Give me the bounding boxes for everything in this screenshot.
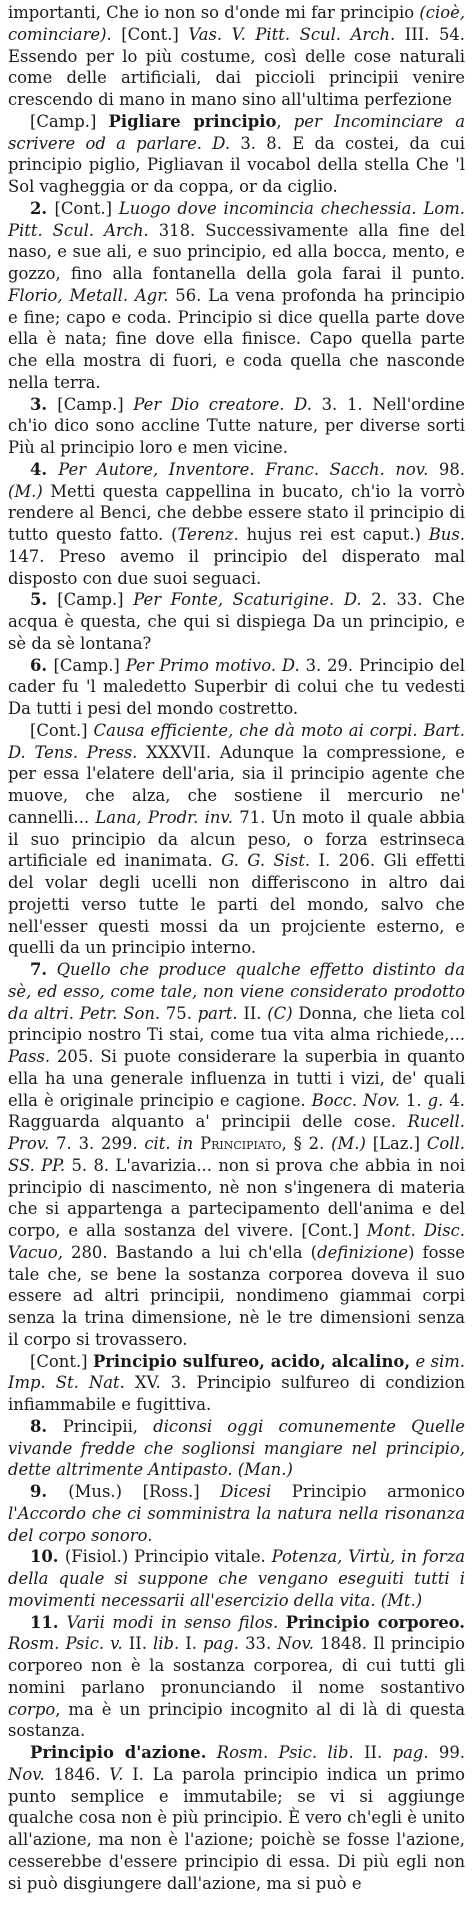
- text-run: [Cont.]: [30, 1351, 93, 1371]
- italic-text: Bocc. Nov.: [311, 1090, 400, 1110]
- italic-text: per Incominciare a scrivere od a parlare. D.: [8, 111, 466, 153]
- entry-paragraph: [8, 1742, 465, 1894]
- italic-text: Rosm. Psic. lib.: [216, 1743, 354, 1762]
- text-run: 147. Preso avemo il principio del disperato mal disposto con due suoi seguaci.: [8, 546, 465, 588]
- italic-text: corpo: [8, 1699, 56, 1719]
- text-run: (Fisiol.) Principio vitale.: [64, 1547, 272, 1567]
- italic-text: Per Dio creatore. D.: [133, 394, 312, 414]
- italic-text: Causa efficiente, che dà moto ai corpi. Bart. D. Tens. Press.: [8, 720, 465, 762]
- italic-text: Bus.: [428, 525, 465, 544]
- italic-text: (M.): [8, 481, 43, 501]
- italic-text: diconsi oggi comunemente Quelle vivande fredde che soglionsi mangiare nel principio, dette altrimente Antipasto. (Man.): [8, 1416, 465, 1480]
- entry-paragraph: [8, 655, 465, 720]
- italic-text: G. G. Sist.: [221, 851, 311, 871]
- text-run: 2. 33. Che acqua è questa, che qui si dispiega Da un principio, e sè da sè lontana?: [8, 590, 465, 653]
- text-run: [Camp.]: [57, 394, 134, 414]
- text-run: 99.: [428, 1743, 465, 1762]
- italic-text: Mont. Disc. Vacuo,: [8, 1221, 466, 1262]
- bold-text: 3.: [30, 394, 58, 414]
- text-run: Donna, che lieta col principio nostro Ti stai, come tua vita alma richiede,...: [8, 1003, 465, 1045]
- entry-paragraph: [8, 1416, 465, 1481]
- text-run: [206, 1743, 216, 1762]
- text-run: 280. Bastando a lui ch'ella (: [62, 1242, 318, 1262]
- text-run: [Camp.]: [53, 655, 126, 675]
- text-run: XXXVII. Adunque la compressione, e per essa l'elatere dell'aria, sia il principio agente che muove, che alza, che sostiene il mercurio ne' cannelli...: [8, 742, 465, 827]
- italic-text: cit. in: [144, 1134, 194, 1153]
- text-run: 3. 1. Nell'ordine ch'io dico sono accline Tutte nature, per diverse sorti Più al principio loro e men vicine.: [8, 394, 465, 457]
- italic-text: (C): [267, 1003, 293, 1023]
- text-run: [Cont.]: [54, 198, 119, 218]
- text-run: I. 206. Gli effetti del volar degli ucelli non differiscono in altro dai projetti verso tutte le parti del mondo, salvo che nell'esser questi mossi da un projciente esterno, e quelli da un principio interno.: [8, 851, 465, 958]
- text-run: . [Cont.]: [106, 24, 189, 44]
- italic-text: Rucell. Prov.: [8, 1112, 465, 1153]
- text-run: [Cont.]: [30, 720, 94, 740]
- text-run: II.: [122, 1634, 154, 1654]
- text-run: [Camp.]: [57, 590, 134, 610]
- text-run: , § 2.: [281, 1134, 332, 1153]
- bold-text: 9.: [30, 1482, 69, 1501]
- italic-text: Nov.: [277, 1634, 314, 1654]
- bold-text: 11.: [30, 1612, 67, 1632]
- text-run: 205. Si puote considerare la superbia in quanto ella ha una generale influenza in tutti i vizi, de' quali ella è originale principio e cagione.: [8, 1047, 465, 1110]
- bold-text: 7.: [30, 960, 57, 979]
- italic-text: v.: [110, 1634, 123, 1654]
- italic-text: Coll. SS. PP.: [8, 1134, 465, 1175]
- italic-text: Per Primo motivo. D.: [125, 655, 300, 675]
- italic-text: Lana, Prodr. inv.: [95, 807, 233, 827]
- bold-text: 2.: [30, 198, 55, 218]
- text-run: 1848. Il principio corporeo non è la sostanza corporea, di cui tutti gli nomini parlano pronunciando il nome sostantivo: [8, 1634, 465, 1697]
- italic-text: Potenza, Virtù, in forza della quale si suppone che vengano eseguiti tutti i movimenti necessarii all'esercizio della vita. (Mt.): [8, 1547, 465, 1610]
- text-run: [278, 1613, 285, 1632]
- entry-paragraph: [8, 198, 465, 394]
- text-run: [Laz.]: [365, 1134, 427, 1153]
- text-run: 33.: [239, 1634, 278, 1654]
- text-run: 3. 8. E da costei, da cui principio piglio, Pigliavan il vocabol della stella Che 'l Sol vagheggia or da coppa, or da ciglio.: [8, 133, 465, 196]
- entry-paragraph: [8, 2, 465, 111]
- bold-text: 6.: [30, 655, 54, 675]
- italic-text: Nov.: [8, 1764, 45, 1784]
- small-caps-text: Principiato: [200, 1134, 282, 1153]
- text-run: hujus rei est caput.): [238, 525, 429, 544]
- entry-paragraph: [8, 459, 465, 590]
- text-run: II.: [237, 1003, 268, 1023]
- entry-paragraph: [8, 111, 465, 198]
- text-run: 98.: [428, 459, 466, 479]
- text-run: 7. 3. 299.: [49, 1134, 145, 1153]
- text-run: III. 54. Essendo per lo più costume, così delle cose naturali come delle artificiali, dai piccioli principii venire crescendo di mano in mano sino all'ultima perfezione: [8, 24, 466, 109]
- italic-text: Florio, Metall. Agr.: [8, 285, 169, 305]
- text-run: 56. La vena profonda ha principio e fine; capo e coda. Principio si dice quella parte dove ella è nata; fine dove ella finisce. Capo quella parte che ella mostra di fuori, e coda quella che nasconde nella terra.: [8, 285, 465, 392]
- entry-paragraph: [8, 1481, 465, 1546]
- bold-text: Principio sulfureo, acido, alcalino,: [92, 1351, 411, 1371]
- italic-text: Per Autore, Inventore. Franc. Sacch. nov.: [58, 459, 429, 479]
- text-run: 5. 8. L'avarizia... non si prova che abbia in noi principio di nascimento, nè non s'ingenera di materia che si appartenga a partecipamento dell'anima e del corpo, e alla sostanza del vivere. [Cont.]: [8, 1155, 465, 1240]
- text-run: ,: [276, 111, 294, 131]
- italic-text: V.: [109, 1764, 124, 1784]
- italic-text: pag.: [392, 1743, 429, 1762]
- italic-text: Terenz.: [177, 525, 239, 544]
- text-run: 1846.: [44, 1764, 110, 1784]
- italic-text: pag.: [203, 1634, 240, 1654]
- italic-text: part.: [197, 1003, 238, 1023]
- text-run: 71. Un moto il quale abbia il suo principio da alcun peso, o forza estrinseca artificiale ed inanimata.: [8, 807, 465, 871]
- entry-paragraph: [8, 959, 465, 1351]
- text-run: 4. Ragguarda alquanto a' principii delle cose.: [8, 1090, 465, 1132]
- italic-text: Rosm. Psic.: [8, 1634, 105, 1654]
- text-run: 75.: [160, 1003, 198, 1023]
- text-run: XV. 3. Principio sulfureo di condizion infiammabile e fugittiva.: [8, 1373, 465, 1414]
- italic-text: l'Accordo che ci somministra la natura nella risonanza del corpo sonoro.: [8, 1503, 465, 1545]
- italic-text: Pass.: [8, 1047, 51, 1066]
- entry-paragraph: [8, 394, 465, 459]
- italic-text: Varii modi in senso filos.: [66, 1612, 279, 1632]
- italic-text: Quello che produce qualche effetto distinto da sè, ed esso, come tale, non viene considerato prodotto da altri. Petr. Son.: [8, 960, 465, 1023]
- text-run: ) fosse tale che, se bene la sostanza corporea doveva il suo essere ad altri principii, nondimeno giammai corpi senza la trina dimensione, nè le tre dimensioni senza il corpo si trovassero.: [8, 1242, 465, 1349]
- text-run: Principio armonico: [271, 1482, 465, 1501]
- entry-paragraph: [8, 1351, 465, 1416]
- bold-text: 4.: [30, 459, 59, 479]
- italic-text: (cioè, cominciare): [8, 3, 465, 44]
- text-run: 1.: [399, 1090, 428, 1110]
- entry-paragraph: [8, 1546, 465, 1611]
- text-run: II.: [353, 1743, 393, 1762]
- italic-text: definizione: [317, 1242, 409, 1262]
- italic-text: g.: [427, 1090, 444, 1110]
- text-run: , ma è un principio incognito al di là di questa sostanza.: [8, 1699, 465, 1741]
- text-run: 3. 29. Principio del cader fu 'l maledetto Superbir di colui che tu vedesti Da tutti i pesi del mondo costretto.: [8, 655, 465, 718]
- italic-text: (M.): [331, 1134, 366, 1153]
- italic-text: lib.: [153, 1634, 180, 1654]
- text-run: [Camp.]: [30, 111, 109, 131]
- text-run: I. La parola principio indica un primo punto semplice e immutabile; se vi si aggiunge qualche cosa non è più principio. È vero ch'egli è unito all'azione, ma non è l'azione; poichè se fosse l'azione, cesserebbe d'essere principio di essa. Di più egli non si può disgiungere dall'azione, ma si può e: [8, 1764, 465, 1893]
- text-run: 318. Successivamente alla fine del naso, e sue ali, e suo principio, ed alla bocca, mento, e gozzo, fino alla fontanella della gola farai il punto.: [8, 220, 465, 283]
- italic-text: Dicesi: [220, 1482, 272, 1501]
- italic-text: Luogo dove incomincia chechessia. Lom. Pitt. Scul. Arch.: [8, 198, 465, 240]
- text-run: importanti, Che io non so d'onde mi far principio: [8, 3, 420, 22]
- italic-text: Vas. V. Pitt. Scul. Arch.: [188, 24, 396, 44]
- bold-text: Pigliare principio: [108, 111, 277, 131]
- bold-text: Principio d'azione.: [30, 1743, 207, 1762]
- entry-paragraph: [8, 720, 465, 959]
- text-run: Metti questa cappellina in bucato, ch'io la vorrò rendere al Benci, che debbe essere stato il principio di tutto questo fatto. (: [8, 481, 465, 544]
- bold-text: 8.: [30, 1416, 63, 1436]
- entry-paragraph: [8, 1612, 465, 1743]
- text-run: Principii,: [62, 1416, 154, 1436]
- bold-text: Principio corporeo.: [285, 1612, 465, 1632]
- text-run: I.: [179, 1634, 204, 1654]
- italic-text: e sim. Imp. St. Nat.: [8, 1351, 465, 1393]
- italic-text: Per Fonte, Scaturigine. D.: [133, 590, 362, 610]
- entry-paragraph: [8, 589, 465, 654]
- bold-text: 10.: [30, 1547, 65, 1567]
- text-run: (Mus.) [Ross.]: [68, 1482, 221, 1501]
- bold-text: 5.: [30, 590, 58, 610]
